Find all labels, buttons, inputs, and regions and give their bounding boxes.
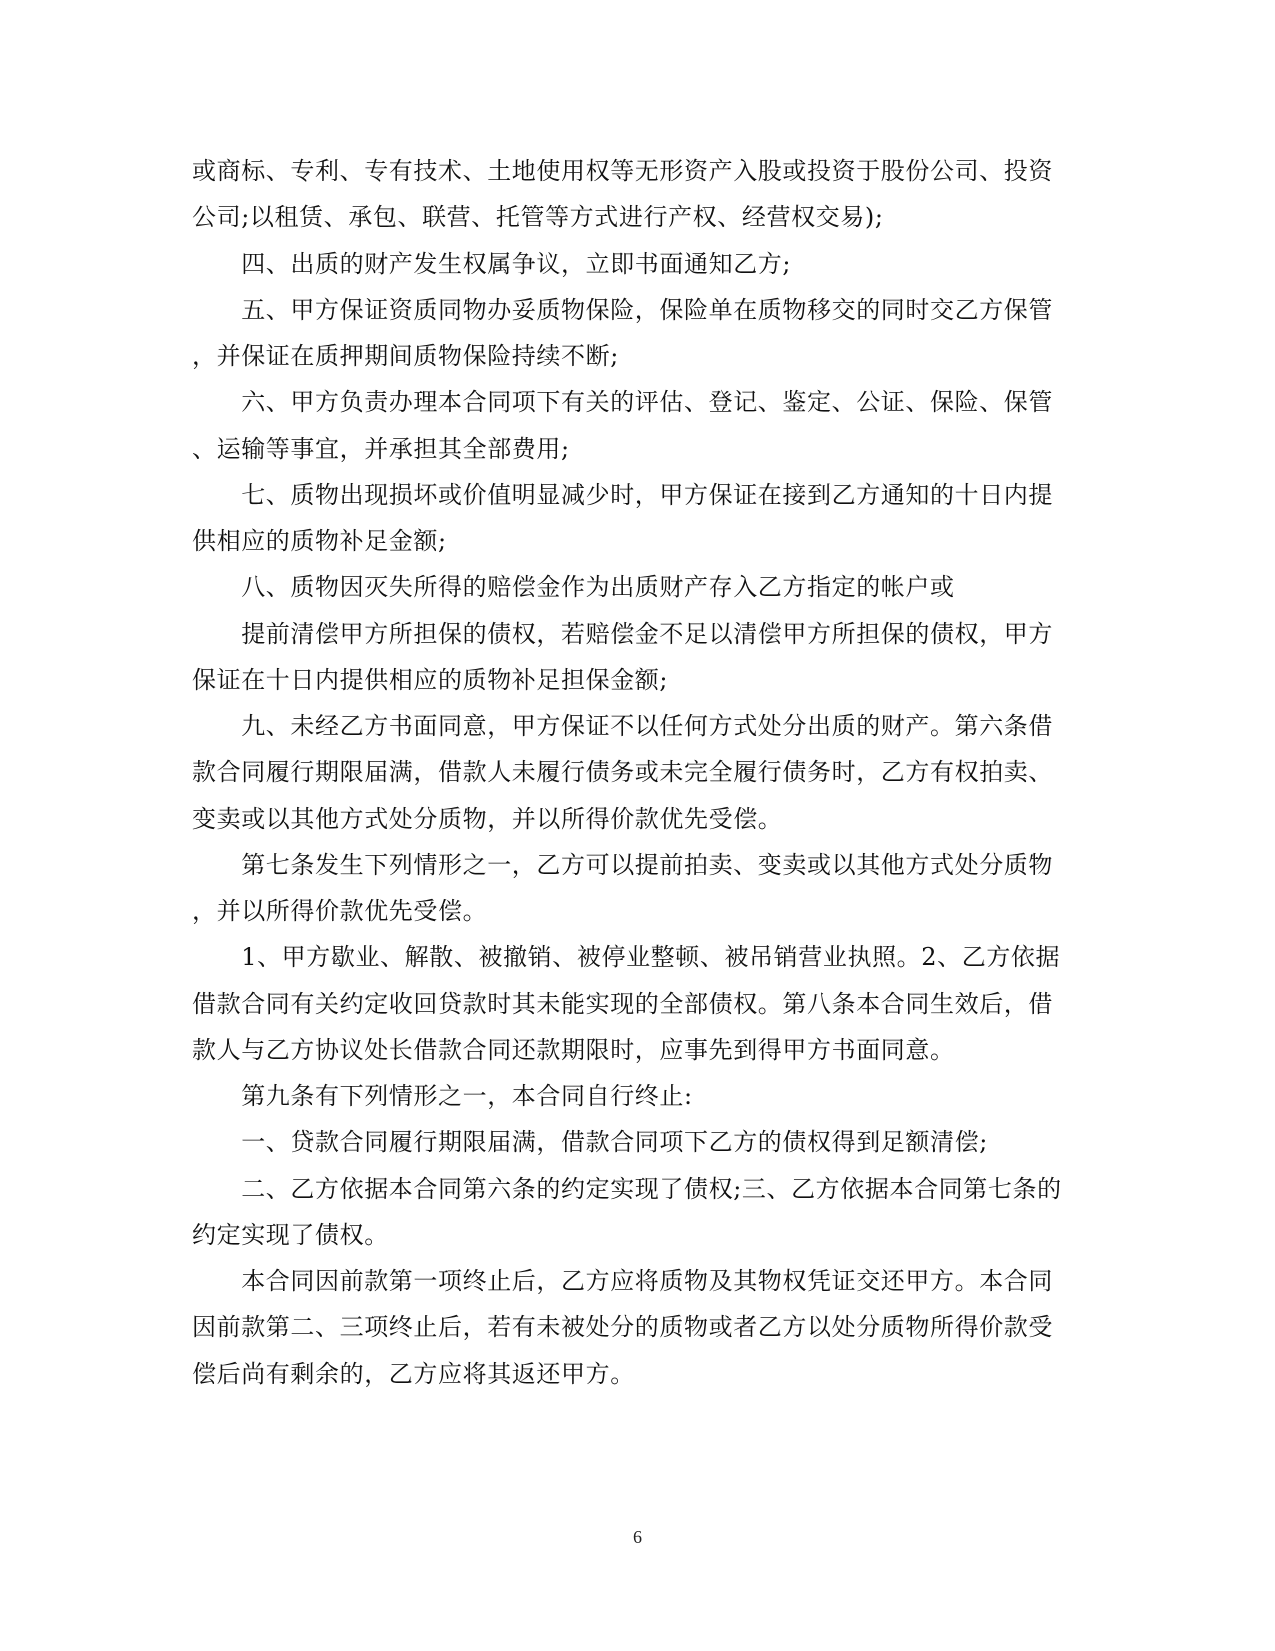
text-line: 款人与乙方协议处长借款合同还款期限时，应事先到得甲方书面同意。 xyxy=(192,1036,955,1064)
text-line: 四、出质的财产发生权属争议，立即书面通知乙方; xyxy=(192,250,792,278)
text-line: 五、甲方保证资质同物办妥质物保险，保险单在质物移交的同时交乙方保管 xyxy=(192,296,1053,324)
text-line: 供相应的质物补足金额; xyxy=(192,527,447,555)
text-line: 本合同因前款第一项终止后，乙方应将质物及其物权凭证交还甲方。本合同 xyxy=(192,1267,1053,1295)
text-line: 一、贷款合同履行期限届满，借款合同项下乙方的债权得到足额清偿; xyxy=(192,1128,988,1156)
text-line: 偿后尚有剩余的，乙方应将其返还甲方。 xyxy=(192,1360,635,1388)
text-line: 七、质物出现损坏或价值明显减少时，甲方保证在接到乙方通知的十日内提 xyxy=(192,481,1053,509)
text-line: 1、甲方歇业、解散、被撤销、被停业整顿、被吊销营业执照。2、乙方依据 xyxy=(192,943,1061,971)
text-line: 八、质物因灭失所得的赔偿金作为出质财产存入乙方指定的帐户或 xyxy=(192,573,955,601)
text-line: 二、乙方依据本合同第六条的约定实现了债权;三、乙方依据本合同第七条的 xyxy=(192,1175,1062,1203)
text-line: 第七条发生下列情形之一，乙方可以提前拍卖、变卖或以其他方式处分质物 xyxy=(192,851,1053,879)
text-line: 保证在十日内提供相应的质物补足担保金额; xyxy=(192,666,669,694)
text-line: 提前清偿甲方所担保的债权，若赔偿金不足以清偿甲方所担保的债权，甲方 xyxy=(192,620,1053,648)
text-line: 或商标、专利、专有技术、土地使用权等无形资产入股或投资于股份公司、投资 xyxy=(192,157,1053,185)
text-line: 公司;以租赁、承包、联营、托管等方式进行产权、经营权交易); xyxy=(192,203,884,231)
text-line: 款合同履行期限届满，借款人未履行债务或未完全履行债务时，乙方有权拍卖、 xyxy=(192,758,1053,786)
text-line: 第九条有下列情形之一，本合同自行终止: xyxy=(192,1082,693,1110)
text-line: 六、甲方负责办理本合同项下有关的评估、登记、鉴定、公证、保险、保管 xyxy=(192,388,1053,416)
text-line: 约定实现了债权。 xyxy=(192,1221,389,1249)
text-line: 、运输等事宜，并承担其全部费用; xyxy=(192,435,570,463)
text-line: 因前款第二、三项终止后，若有未被处分的质物或者乙方以处分质物所得价款受 xyxy=(192,1313,1053,1341)
text-line: 借款合同有关约定收回贷款时其未能实现的全部债权。第八条本合同生效后，借 xyxy=(192,990,1053,1018)
page-number: 6 xyxy=(633,1527,642,1547)
text-line: 变卖或以其他方式处分质物，并以所得价款优先受偿。 xyxy=(192,805,783,833)
text-line: 九、未经乙方书面同意，甲方保证不以任何方式处分出质的财产。第六条借 xyxy=(192,712,1053,740)
text-line: ，并以所得价款优先受偿。 xyxy=(192,897,488,925)
text-line: ，并保证在质押期间质物保险持续不断; xyxy=(192,342,619,370)
